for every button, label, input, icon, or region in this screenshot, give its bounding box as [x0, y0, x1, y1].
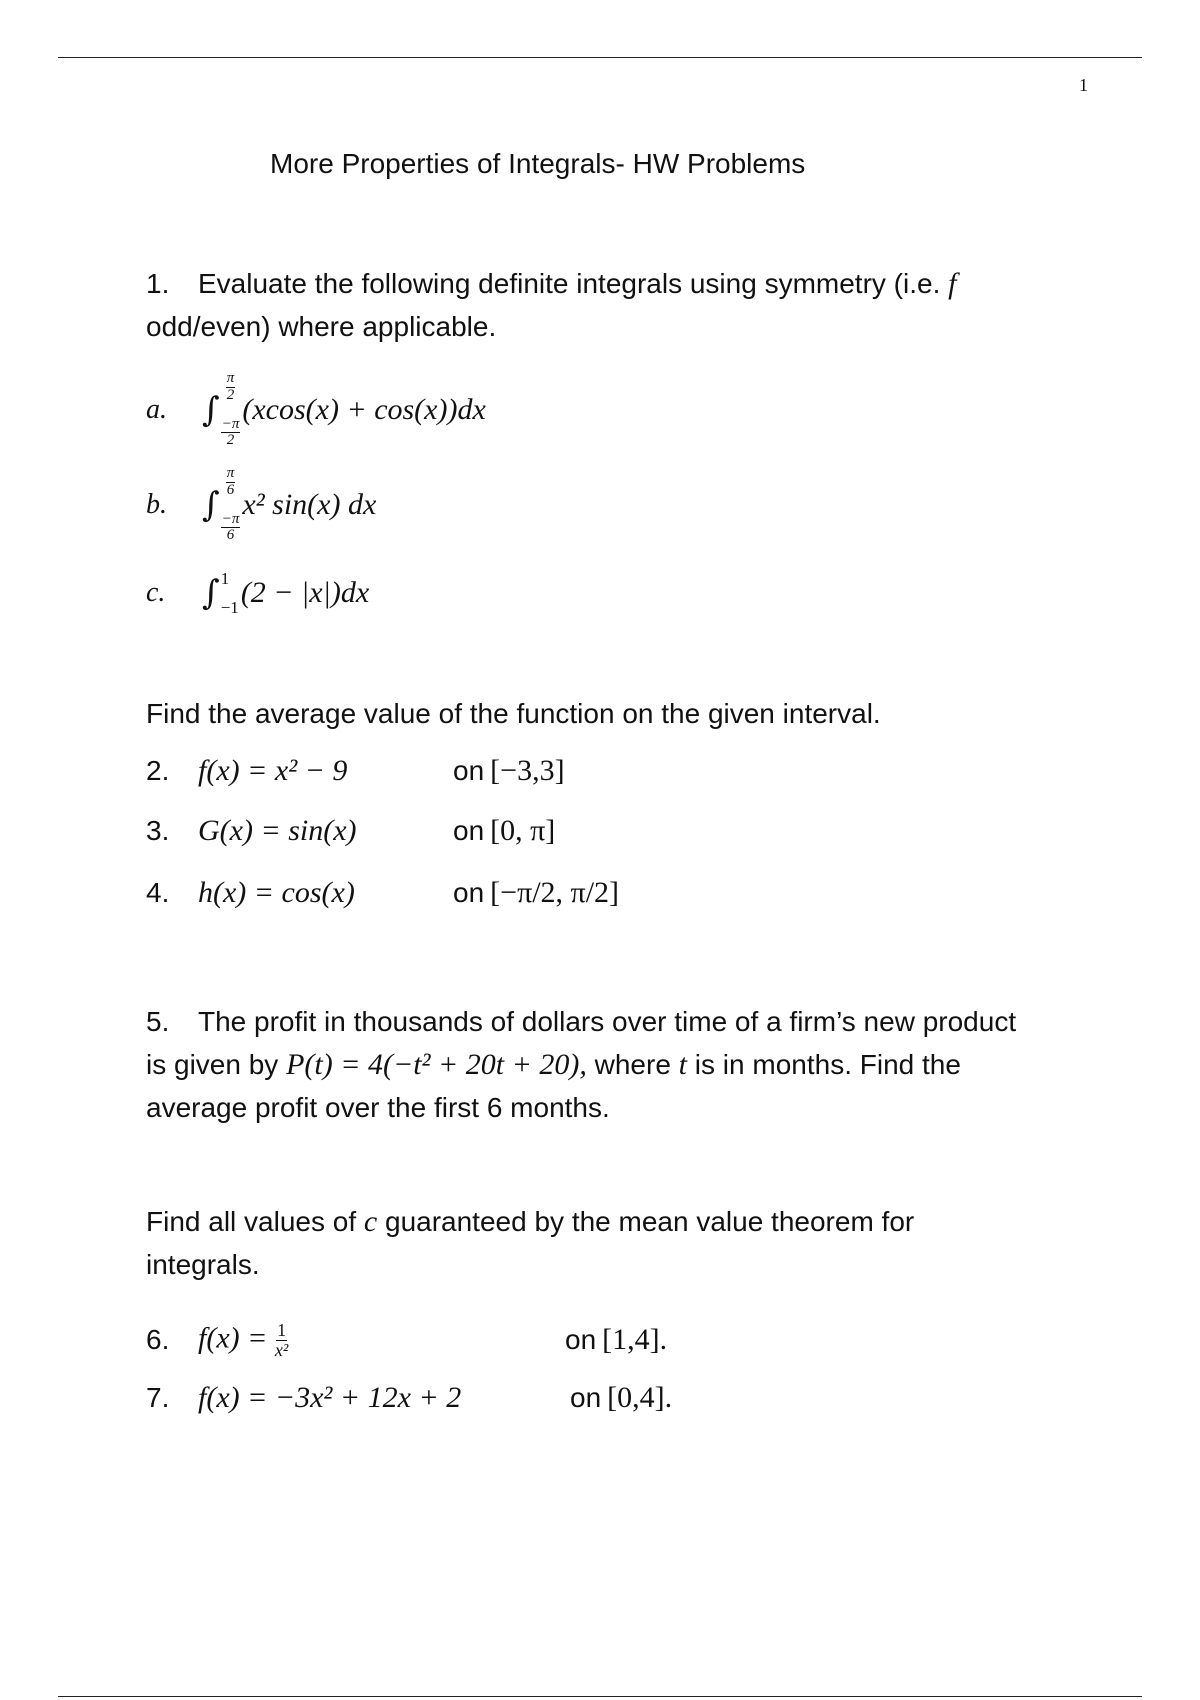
top-rule: [58, 57, 1142, 58]
math-variable: f: [948, 267, 957, 300]
part-label: c.: [146, 577, 166, 608]
function-expression: f(x) = x² − 9: [198, 754, 348, 787]
instruction-text: Find all values of: [146, 1206, 357, 1237]
problem-text: where: [594, 1049, 671, 1080]
instruction-text: Find the average value of the function on the given interval.: [146, 698, 881, 729]
problem-text: average profit over the first 6 months.: [146, 1092, 610, 1123]
problem-3: [146, 808, 555, 854]
part-label: a.: [146, 394, 167, 425]
instruction-text: integrals.: [146, 1249, 260, 1280]
on-label: on: [453, 755, 485, 786]
interval: [0, π]: [490, 814, 556, 847]
problem-text: The profit in thousands of dollars over time of a firm’s new product: [198, 1006, 1017, 1037]
integral-limits: [221, 371, 241, 449]
definite-integral: [202, 570, 369, 616]
problem-1a: [146, 370, 486, 450]
on-label: on: [565, 1324, 597, 1355]
problem-1c: [146, 553, 369, 633]
function-expression: h(x) = cos(x): [198, 876, 355, 909]
page-number: 1: [1079, 75, 1088, 95]
lower-limit: $\frac{-\pi}{2}$: [221, 415, 240, 449]
problem-7: [146, 1375, 672, 1421]
interval: [−π/2, π/2]: [490, 876, 620, 909]
integrand: (2 − |x|)dx: [240, 576, 370, 609]
upper-limit: $\frac{\pi}{2}$: [226, 370, 235, 403]
problem-text: is given by: [146, 1049, 279, 1080]
interval: [−3,3]: [490, 754, 565, 787]
problem-text: odd/even) where applicable.: [146, 311, 497, 342]
problem-1b: [146, 465, 376, 545]
problem-number: 1.: [146, 268, 170, 299]
integral-sign: ∫: [202, 573, 220, 613]
problem-1: [146, 262, 1086, 348]
integral-sign: ∫: [202, 390, 220, 430]
on-label: on: [453, 815, 485, 846]
function-expression: G(x) = sin(x): [198, 814, 357, 847]
problem-text: is in months. Find the: [694, 1049, 961, 1080]
fraction: $\frac{1}{\text{x²}}$: [274, 1319, 289, 1360]
problem-4: [146, 870, 619, 916]
integrand: (xcos(x) + cos(x))dx: [242, 393, 486, 426]
upper-limit: 1: [220, 569, 230, 588]
integral-limits: [221, 466, 241, 544]
part-label: b.: [146, 489, 167, 520]
problem-number: 6.: [146, 1324, 170, 1355]
integral-limits: [221, 570, 239, 616]
math-variable: t: [678, 1048, 688, 1081]
problem-number: 3.: [146, 815, 170, 846]
problem-number: 5.: [146, 1006, 170, 1037]
interval: [0,4].: [607, 1381, 673, 1414]
problem-text: Evaluate the following definite integrals using symmetry (i.e.: [198, 268, 941, 299]
bottom-rule: [58, 1696, 1142, 1697]
definite-integral: [202, 466, 376, 544]
function-expression: f(x) = −3x² + 12x + 2: [198, 1381, 462, 1414]
math-variable: c: [363, 1205, 378, 1238]
mvt-instruction: [146, 1200, 1086, 1286]
problem-2: [146, 748, 565, 794]
lower-limit: −1: [220, 598, 239, 617]
integrand: x² sin(x) dx: [242, 488, 377, 521]
page-title: More Properties of Integrals- HW Problems: [270, 148, 806, 179]
problem-number: 4.: [146, 877, 170, 908]
on-label: on: [453, 877, 485, 908]
profit-formula: P(t) = 4(−t² + 20t + 20),: [286, 1048, 587, 1081]
upper-limit: $\frac{\pi}{6}$: [226, 465, 235, 498]
definite-integral: [202, 371, 486, 449]
problem-5: [146, 1000, 1086, 1129]
on-label: on: [570, 1382, 602, 1413]
function-expression: f(x) = $\frac{1}{\text{x²}}$: [198, 1319, 289, 1360]
instruction-text: guaranteed by the mean value theorem for: [385, 1206, 915, 1237]
problem-number: 2.: [146, 755, 170, 786]
problem-6: [146, 1310, 667, 1370]
average-instruction: [146, 692, 1086, 735]
lower-limit: $\frac{-\pi}{6}$: [221, 510, 240, 544]
integral-sign: ∫: [202, 485, 220, 525]
interval: [1,4].: [602, 1323, 668, 1356]
problem-number: 7.: [146, 1382, 170, 1413]
